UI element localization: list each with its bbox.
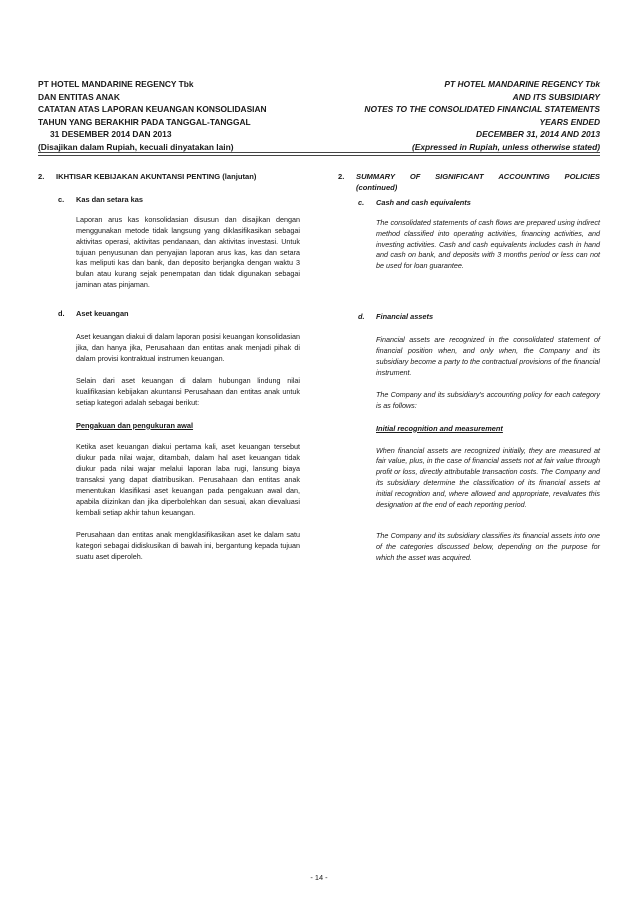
subsection-title: Financial assets [376,312,434,322]
section-heading-id [38,172,300,183]
recognition-heading: Initial recognition and measurement [376,423,503,433]
period-en: YEARS ENDED [539,116,600,127]
section-number: 2. [338,172,345,181]
notes-title-id: CATATAN ATAS LAPORAN KEUANGAN KONSOLIDASIAN [38,104,267,115]
subsection-letter: d. [358,312,365,322]
subsection-letter: d. [58,309,65,319]
title-word: SIGNIFICANT [435,172,484,181]
column-english [338,172,600,564]
cash-paragraph: The consolidated statements of cash flows are prepared using indirect method classified into operating activities, financing activities, and investing activities. Cash and cash equivalents includes cash in hand and cash on bank, and deposits with 3 months period or less can not be used for loan guarantee. [376,217,600,271]
recognition-paragraph: When financial assets are recognized initially, they are measured at fair value, plus, in the case of financial assets not at fair value through profit or loss, directly attributable transaction costs. The Company and its subsidiary determine the classification of its financial assets at initial recognition and, where allowed and appropriate, revaluates this designation at the end of each reporting period. [376,445,600,510]
section-heading-en [338,172,600,194]
notes-title-en: NOTES TO THE CONSOLIDATED FINANCIAL STATEMENTS [364,104,600,115]
title-word: OF [409,172,421,181]
title-word: SUMMARY [356,172,396,181]
subsidiary-id: DAN ENTITAS ANAK [38,91,120,102]
cash-paragraph: Laporan arus kas konsolidasian disusun dan disajikan dengan menggunakan metode tidak langsung yang diklasifikasikan sebagai aktivitas operasi, aktivitas pendanaan, dan aktivitas investasi. Untuk tujuan penyusunan dan penyajian laporan arus kas, kas dan setara kas meliputi kas dan bank, dan deposito berjangka dengan waktu 3 bulan atau kurang sejak penempatan dan tidak digunakan sebagai jaminan atas pinjaman. [76,214,300,290]
page-number: - 14 - [310,873,328,882]
subsection-c-heading [58,195,300,206]
period-id: TAHUN YANG BERAKHIR PADA TANGGAL-TANGGAL [38,116,251,127]
subsection-title: Cash and cash equivalents [376,197,471,207]
financial-assets-paragraph-1: Aset keuangan diakui di dalam laporan posisi keuangan konsolidasian jika, dan hanya jika, Perusahaan dan entitas anak menjadi pihak di dalam provisi kontraktual instrumen keuangan. [76,332,300,363]
financial-assets-paragraph-2: Selain dari aset keuangan di dalam hubungan lindung nilai kualifikasian kebijakan akuntansi Perusahaan dan entitas anak untuk setiap kategori adalah sebagai berikut: [76,375,300,407]
header-rule-bottom [38,155,600,156]
company-name-en: PT HOTEL MANDARINE REGENCY Tbk [444,79,600,89]
subsection-title: Aset keuangan [76,309,129,319]
subsection-letter: c. [358,197,365,207]
recognition-paragraph: Ketika aset keuangan diakui pertama kali, aset keuangan tersebut diukur pada nilai wajar, ditambah, dalam hal aset keuangan tidak diukur pada nilai wajar melalui laporan laba rugi, lansung biaya transaksi yang dapat diatribusikan. Perusahaan dan entitas anak menentukan klasifikasi aset keuangan pada pengakuan awal dan, apabila diizinkan dan jika diperbolehkan dan sesuai, akan dievaluasi kembali setiap akhir tahun keuangan. [76,442,300,517]
date-id: 31 DESEMBER 2014 DAN 2013 [50,129,172,140]
classification-paragraph: The Company and its subsidiary classifies its financial assets into one of the categories discussed below, depending on the purpose for which the asset was acquired. [376,530,600,562]
currency-note-id: (Disajikan dalam Rupiah, kecuali dinyatakan lain) [38,141,234,152]
subsidiary-en: AND ITS SUBSIDIARY [512,91,600,102]
subsection-c-heading [358,198,600,209]
subsection-title: Kas dan setara kas [76,194,143,204]
column-indonesian [38,172,300,562]
header-left [38,78,267,154]
subsection-letter: c. [58,194,65,204]
section-number: 2. [38,172,45,181]
classification-paragraph: Perusahaan dan entitas anak mengklasifikasikan aset ke dalam satu kategori sebagai didiskusikan di bawah ini, bergantung kepada tujuan suatu aset diperoleh. [76,529,300,561]
currency-note-en: (Expressed in Rupiah, unless otherwise stated) [411,141,600,152]
date-en: DECEMBER 31, 2014 AND 2013 [476,129,600,140]
company-name-id: PT HOTEL MANDARINE REGENCY Tbk [38,79,194,89]
section-continued: (continued) [356,182,398,192]
financial-assets-paragraph-1: Financial assets are recognized in the consolidated statement of financial position when, and only when, the Company and its subsidiary become a party to the contractual provisions of the financial instrument. [376,335,600,377]
financial-assets-paragraph-2: The Company and its subsidiary's accounting policy for each category is as follows: [376,389,600,410]
subsection-d-heading [358,312,600,323]
subsection-d-heading [58,309,300,320]
section-title: IKHTISAR KEBIJAKAN AKUNTANSI PENTING (lanjutan) [56,172,257,181]
section-title-line [356,172,600,183]
header-right [364,78,600,154]
title-word: ACCOUNTING [498,172,550,181]
header-rule-top [38,152,600,153]
recognition-heading: Pengakuan dan pengukuran awal [76,420,194,430]
title-word: POLICIES [564,172,600,181]
